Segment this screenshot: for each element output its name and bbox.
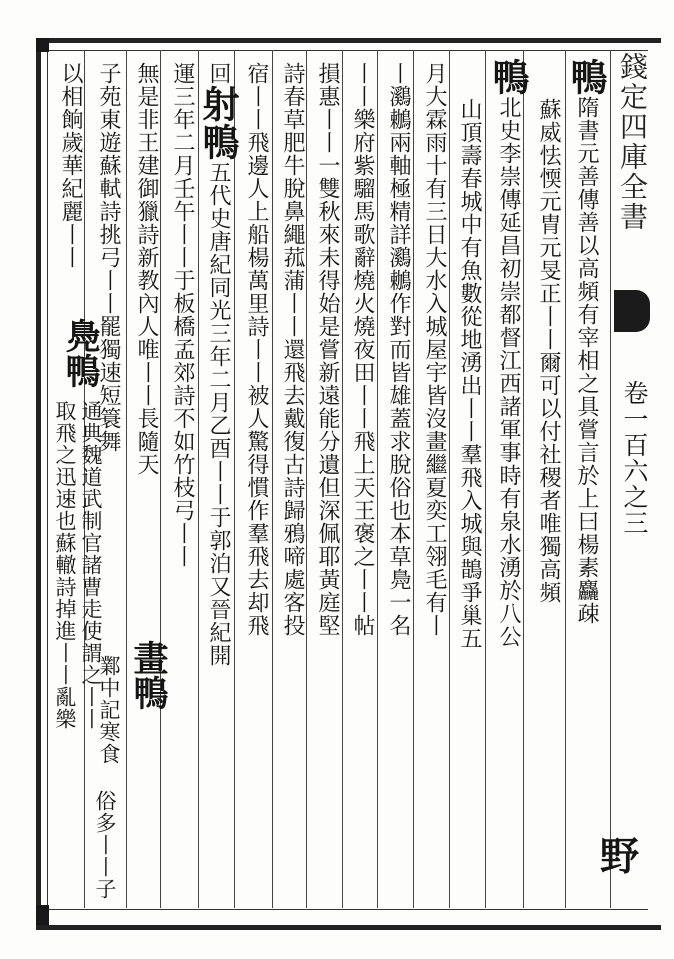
- column-rule: [485, 50, 486, 908]
- text-column-6: [382, 62, 414, 637]
- column-rule: [126, 50, 127, 908]
- text-column-12: [166, 62, 198, 568]
- column-text: 月大霖雨十有三日大水入城屋宇皆沒畫繼夏奕工翎毛有丨: [422, 62, 447, 637]
- note-pair-c13-b: [92, 790, 118, 900]
- text-column-8: [311, 62, 343, 637]
- note-line: 取飛之迅速也蘇轍詩掉進丨丨亂樂: [53, 400, 77, 730]
- column-text: 詩春草肥牛脫鼻繩菰蒲丨丨還飛去戴復古詩歸鴉啼處客投: [280, 62, 305, 637]
- note-line: 鄴中記寒食: [97, 655, 121, 765]
- column-text: 北史李崇傳延昌初崇都督江西諸軍事時有泉水湧於八公: [496, 96, 521, 648]
- entry-heading-hua-ya: 畫鴨: [128, 640, 169, 710]
- text-column-7: [346, 62, 378, 637]
- column-text: 損惠丨丨一雙秋來未得始是嘗新遠能分遺但深佩耶黃庭堅: [315, 62, 340, 637]
- marker-char: 回: [206, 62, 231, 85]
- text-column-9: [276, 62, 308, 637]
- entry-heading: 鴨: [486, 58, 530, 96]
- text-column-11: [196, 62, 240, 667]
- note-line: 俗多丨丨子: [93, 790, 117, 900]
- text-column-3: [486, 58, 530, 648]
- entry-heading: 鴨: [564, 58, 608, 96]
- column-text: 子苑東遊蘇軾詩挑弓丨丨罷獨速短簑舞: [96, 62, 121, 453]
- column-text: 隋書元善傳善以高頻有宰相之具嘗言於上曰楊素麤疎: [574, 96, 599, 625]
- text-column-14: [92, 62, 124, 453]
- text-column-1: [564, 58, 608, 625]
- column-text: 丨丨樂府紫騮馬歌辭燒火燒夜田丨丨飛上天王褒之丨丨帖: [350, 62, 375, 637]
- text-column-15: [54, 62, 86, 269]
- text-column-4: [453, 98, 485, 650]
- column-text: 山頂壽春城中有魚數從地湧出丨丨羣飛入城與鵲爭巢五: [457, 98, 482, 650]
- volume-label: 卷一百六之三: [620, 380, 649, 536]
- column-rule: [610, 50, 611, 908]
- column-text: 丨鸂鶒兩軸極精詳鸂鶒作對而皆雄蓋求脫俗也本草鳧一名: [386, 62, 411, 637]
- column-text: 五代史唐紀同光三年二月乙酉丨丨于郭泊又晉紀開: [206, 161, 231, 667]
- column-text: 運三年二月壬午丨丨于板橋孟郊詩不如竹枝弓丨丨: [170, 62, 195, 568]
- column-rule: [198, 50, 199, 908]
- note-pair-c15: [52, 400, 104, 730]
- text-column-10: [240, 62, 272, 637]
- text-column-5: [418, 62, 450, 637]
- column-rule: [272, 50, 273, 908]
- entry-heading: 射鴨: [196, 85, 240, 161]
- column-rule: [234, 50, 235, 908]
- book-title-margin: 錢定四庫全書: [616, 52, 649, 232]
- column-text: 無是非王建御獵詩新教內人唯丨丨長隨天: [134, 62, 159, 476]
- column-text: 以相餉歲華紀麗丨丨: [58, 62, 83, 269]
- frame-corner-bottom: [36, 905, 49, 925]
- entry-heading-fu-ya: 鳧鴨: [60, 318, 101, 388]
- fishtail-mark: [614, 290, 650, 332]
- note-line: 通典魏道武制官諸曹走使謂之丨丨: [79, 400, 103, 730]
- text-column-13: [130, 62, 162, 476]
- corner-character: 野: [600, 834, 640, 880]
- text-column-2: [532, 98, 564, 604]
- column-text: 蘇威怯愞元胄元旻正丨丨爾可以付社稷者唯獨高頻: [536, 98, 561, 604]
- column-text: 宿丨丨飛邊人上船楊萬里詩丨丨被人驚得慣作羣飛去却飛: [244, 62, 269, 637]
- column-rule: [565, 50, 566, 908]
- frame-corner-top: [36, 38, 49, 52]
